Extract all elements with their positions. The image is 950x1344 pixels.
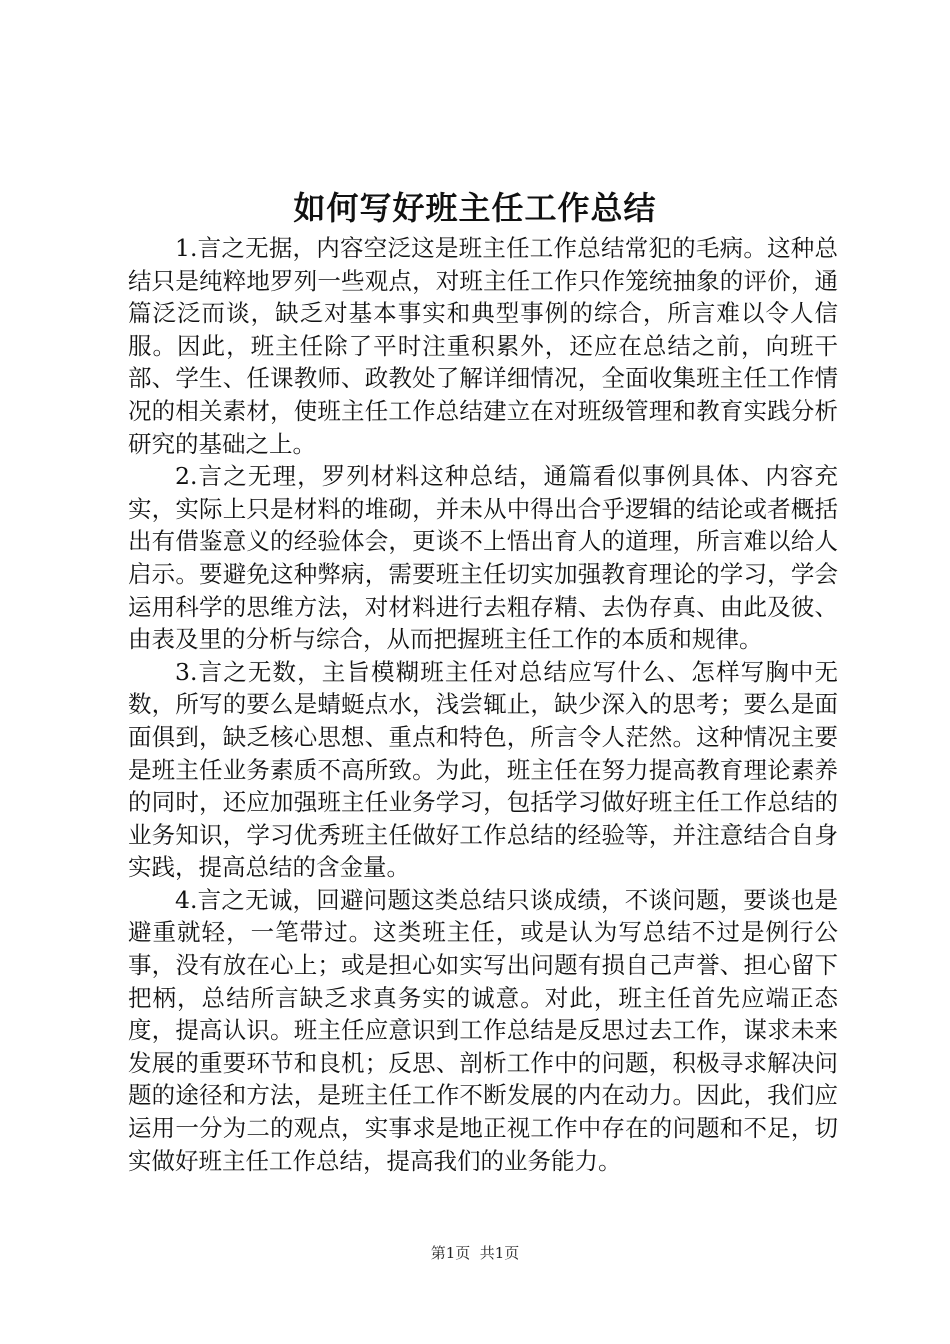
paragraph-4: 4.言之无诚，回避问题这类总结只谈成绩，不谈问题，要谈也是避重就轻，一笔带过。这类班主任，或是认为写总结不过是例行公事，没有放在心上；或是担心如实写出问题有损自己声誉、担心留下把柄，总结所言缺乏求真务实的诚意。对此，班主任首先应端正态度，提高认识。班主任应意识到工作总结是反思过去工作，谋求未来发展的重要环节和良机；反思、剖析工作中的问题，积极寻求解决问题的途径和方法，是班主任工作不断发展的内在动力。因此，我们应运用一分为二的观点，实事求是地正视工作中存在的问题和不足，切实做好班主任工作总结，提高我们的业务能力。	[128, 885, 838, 1175]
document-body	[128, 232, 838, 1177]
document-title: 如何写好班主任工作总结	[293, 189, 657, 227]
page-number: 第1页 共1页	[430, 1244, 520, 1262]
paragraph-1: 1.言之无据，内容空泛这是班主任工作总结常犯的毛病。这种总结只是纯粹地罗列一些观点，对班主任工作只作笼统抽象的评价，通篇泛泛而谈，缺乏对基本事实和典型事例的综合，所言难以令人信服。因此，班主任除了平时注重积累外，还应在总结之前，向班干部、学生、任课教师、政教处了解详细情况，全面收集班主任工作情况的相关素材，使班主任工作总结建立在对班级管理和教育实践分析研究的基础之上。	[128, 234, 838, 458]
page-footer	[0, 1243, 950, 1263]
paragraph-3: 3.言之无数，主旨模糊班主任对总结应写什么、怎样写胸中无数，所写的要么是蜻蜓点水，浅尝辄止，缺少深入的思考；要么是面面俱到，缺乏核心思想、重点和特色，所言令人茫然。这种情况主要是班主任业务素质不高所致。为此，班主任在努力提高教育理论素养的同时，还应加强班主任业务学习，包括学习做好班主任工作总结的业务知识，学习优秀班主任做好工作总结的经验等，并注意结合自身实践，提高总结的含金量。	[128, 657, 838, 882]
paragraph-2: 2.言之无理，罗列材料这种总结，通篇看似事例具体、内容充实，实际上只是材料的堆砌，并未从中得出合乎逻辑的结论或者概括出有借鉴意义的经验体会，更谈不上悟出育人的道理，所言难以给人启示。要避免这种弊病，需要班主任切实加强教育理论的学习，学会运用科学的思维方法，对材料进行去粗存精、去伪存真、由此及彼、由表及里的分析与综合，从而把握班主任工作的本质和规律。	[128, 462, 838, 654]
